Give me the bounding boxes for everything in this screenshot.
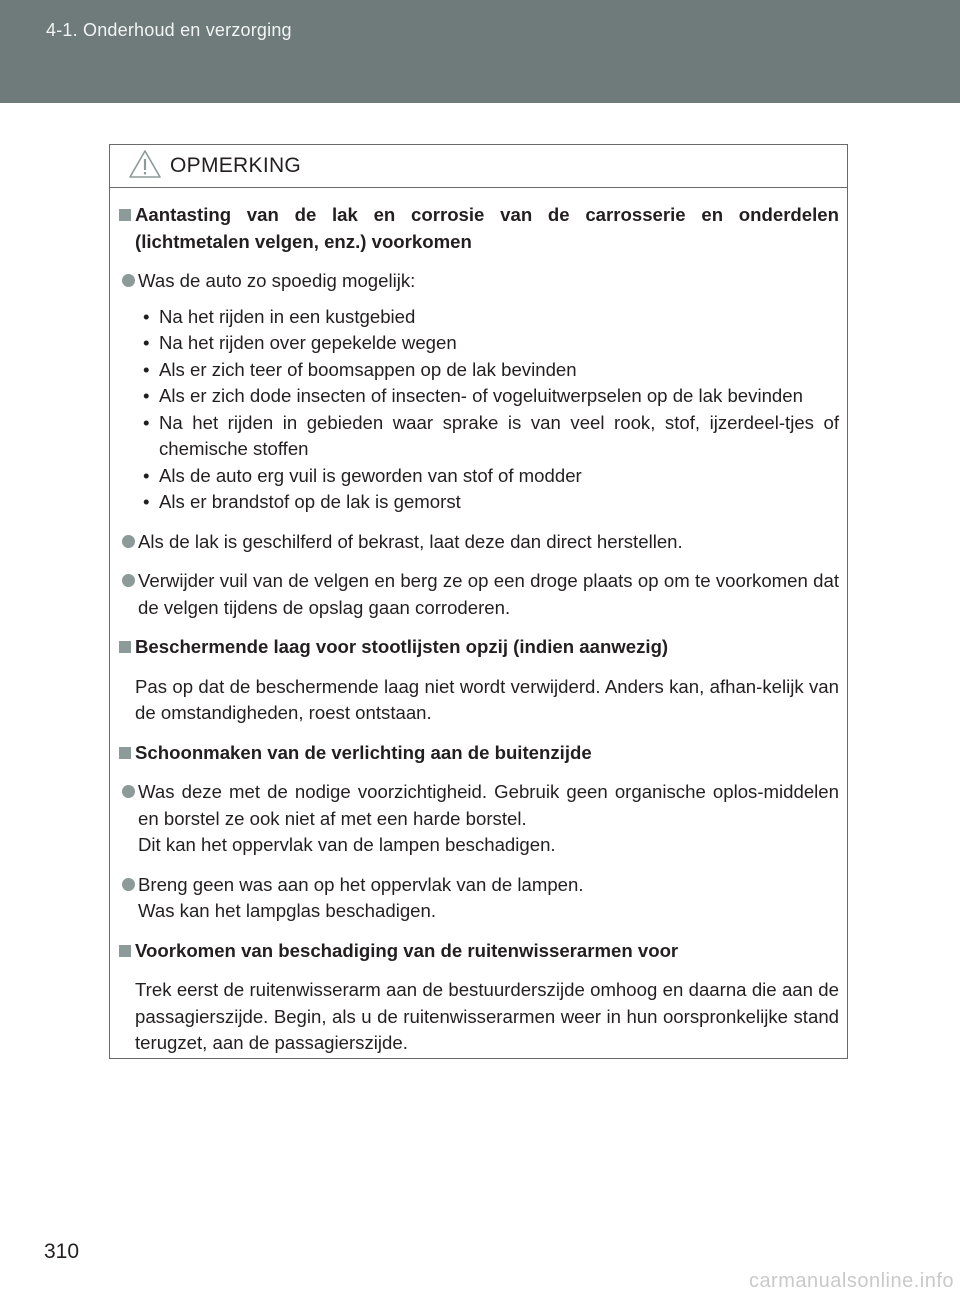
bullet-item: • Na het rijden over gepekelde wegen — [119, 330, 839, 357]
notice-box — [109, 144, 848, 1059]
page-header — [0, 0, 960, 103]
bullet-item: • Na het rijden in gebieden waar sprake is van veel rook, stof, ijzerdeel-tjes of chemische stoffen — [119, 410, 839, 463]
notice-header — [110, 145, 847, 188]
section-heading: Aantasting van de lak en corrosie van de carrosserie en onderdelen (lichtmetalen velgen, enz.) voorkomen — [119, 202, 839, 255]
circle-bullet-icon — [122, 785, 135, 798]
square-bullet-icon — [119, 209, 131, 221]
section-heading: Voorkomen van beschadiging van de ruitenwisserarmen voor — [119, 938, 839, 965]
section-heading: Beschermende laag voor stootlijsten opzij (indien aanwezig) — [119, 634, 839, 661]
section-heading: Schoonmaken van de verlichting aan de buitenzijde — [119, 740, 839, 767]
circle-bullet-icon — [122, 274, 135, 287]
bullet-item: • Na het rijden in een kustgebied — [119, 304, 839, 331]
bullet-item: • Als er zich teer of boomsappen op de lak bevinden — [119, 357, 839, 384]
list-item: Was de auto zo spoedig mogelijk: — [122, 268, 839, 295]
square-bullet-icon — [119, 641, 131, 653]
paragraph: Trek eerst de ruitenwisserarm aan de bestuurderszijde omhoog en daarna die aan de passagierszijde. Begin, als u de ruitenwisserarmen weer in hun oorspronkelijke stand terugzet, aan de passagierszijde. — [135, 979, 839, 1053]
notice-title: OPMERKING — [170, 154, 302, 177]
bullet-item: • Als er brandstof op de lak is gemorst — [119, 489, 839, 516]
list-item: Als de lak is geschilferd of bekrast, laat deze dan direct herstellen. — [122, 529, 839, 556]
notice-content — [110, 188, 847, 1070]
list-item: Breng geen was aan op het oppervlak van de lampen. Was kan het lampglas beschadigen. — [122, 872, 839, 925]
watermark: carmanualsonline.info — [748, 1270, 954, 1292]
section-title: 4-1. Onderhoud en verzorging — [46, 20, 292, 40]
bullet-list — [119, 304, 839, 516]
circle-bullet-icon — [122, 574, 135, 587]
bullet-item: • Als er zich dode insecten of insecten- of vogeluitwerpselen op de lak bevinden — [119, 383, 839, 410]
warning-triangle-icon — [128, 149, 162, 179]
square-bullet-icon — [119, 945, 131, 957]
circle-bullet-icon — [122, 878, 135, 891]
paragraph: Pas op dat de beschermende laag niet wordt verwijderd. Anders kan, afhan-kelijk van de omstandigheden, roest ontstaan. — [135, 675, 839, 723]
list-item: Was deze met de nodige voorzichtigheid. Gebruik geen organische oplos-middelen en borstel ze ook niet af met een harde borstel. Dit kan het oppervlak van de lampen beschadigen. — [122, 779, 839, 859]
circle-bullet-icon — [122, 535, 135, 548]
square-bullet-icon — [119, 747, 131, 759]
page-number: 310 — [44, 1240, 80, 1263]
bullet-item: • Als de auto erg vuil is geworden van stof of modder — [119, 463, 839, 490]
list-item: Verwijder vuil van de velgen en berg ze op een droge plaats op om te voorkomen dat de velgen tijdens de opslag gaan corroderen. — [122, 568, 839, 621]
